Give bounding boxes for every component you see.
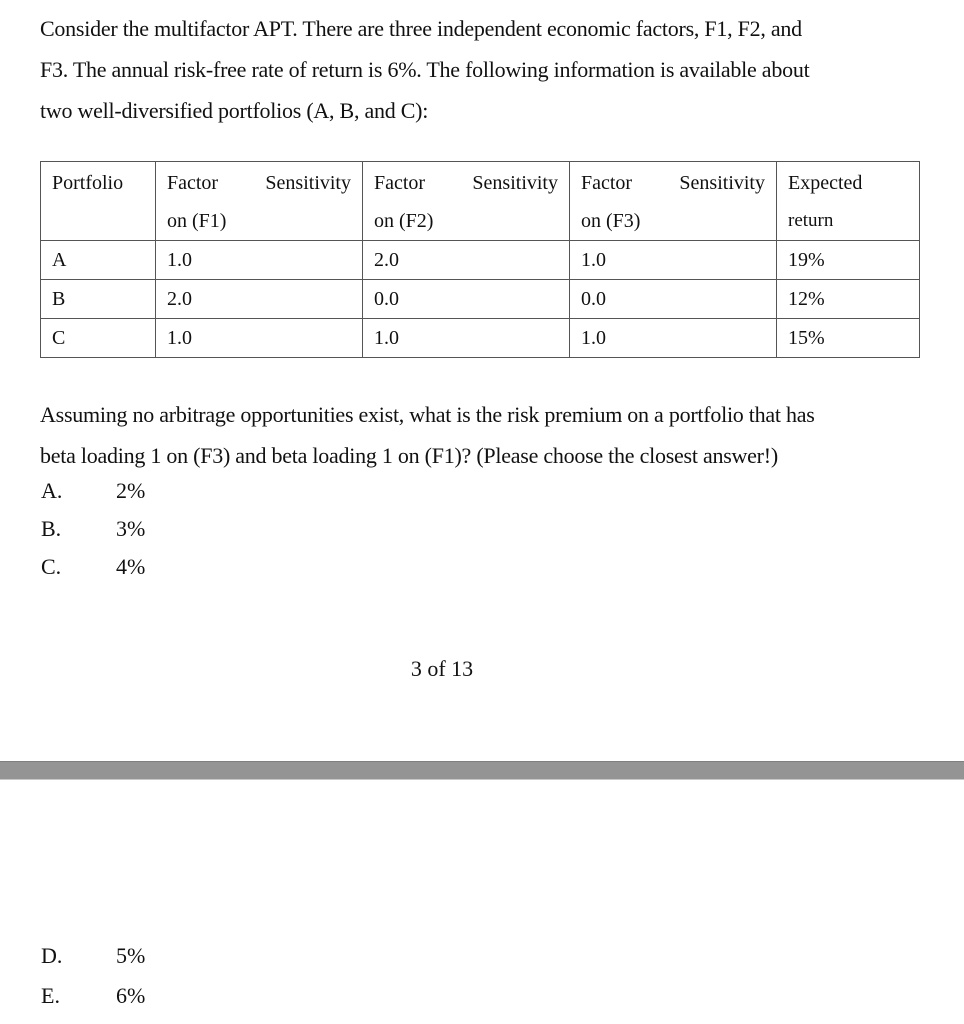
table-row xyxy=(41,319,920,358)
table-cell: B xyxy=(41,280,156,319)
answer-option-c[interactable] xyxy=(41,554,145,580)
table-cell: 12% xyxy=(777,280,920,319)
table-row xyxy=(41,280,920,319)
table-cell: 2.0 xyxy=(363,241,570,280)
table-cell: C xyxy=(41,319,156,358)
intro-line: Consider the multifactor APT. There are three independent economic factors, F1, F2, and xyxy=(40,16,802,41)
table-cell: 1.0 xyxy=(156,319,363,358)
table-cell: 0.0 xyxy=(570,280,777,319)
option-label: A. xyxy=(41,478,63,503)
option-value: 3% xyxy=(116,516,146,541)
table-cell: 15% xyxy=(777,319,920,358)
option-label: C. xyxy=(41,554,62,579)
table-cell: 1.0 xyxy=(570,241,777,280)
table-cell: A xyxy=(41,241,156,280)
answer-option-a[interactable] xyxy=(41,478,145,504)
table-header-row xyxy=(41,162,920,241)
table-cell: 1.0 xyxy=(363,319,570,358)
factor-sensitivity-table xyxy=(40,161,920,358)
answer-option-e[interactable] xyxy=(41,983,145,1009)
page-number: 3 of 13 xyxy=(410,656,474,681)
option-value: 6% xyxy=(116,983,146,1008)
question-line: beta loading 1 on (F3) and beta loading 1 on (F1)? (Please choose the closest answer!) xyxy=(40,443,778,468)
question-line: Assuming no arbitrage opportunities exist, what is the risk premium on a portfolio that has xyxy=(40,402,815,427)
table-row xyxy=(41,241,920,280)
question-paragraph xyxy=(40,394,930,476)
page-divider xyxy=(0,761,964,780)
table-cell: 19% xyxy=(777,241,920,280)
option-label: D. xyxy=(41,943,63,968)
answer-option-b[interactable] xyxy=(41,516,145,542)
header-portfolio: Portfolio xyxy=(41,162,156,241)
header-f2: Factor Sensitivity on (F2) xyxy=(363,162,570,241)
answer-option-d[interactable] xyxy=(41,943,145,969)
header-f3: Factor Sensitivity on (F3) xyxy=(570,162,777,241)
intro-line: F3. The annual risk-free rate of return is 6%. The following information is available about xyxy=(40,57,810,82)
option-value: 2% xyxy=(116,478,146,503)
table-cell: 1.0 xyxy=(570,319,777,358)
table-cell: 1.0 xyxy=(156,241,363,280)
option-value: 4% xyxy=(116,554,146,579)
option-label: E. xyxy=(41,983,60,1008)
header-expected-return: Expected return xyxy=(777,162,920,241)
table-cell: 2.0 xyxy=(156,280,363,319)
table-cell: 0.0 xyxy=(363,280,570,319)
intro-line: two well-diversified portfolios (A, B, and C): xyxy=(40,98,429,123)
option-label: B. xyxy=(41,516,62,541)
header-f1: Factor Sensitivity on (F1) xyxy=(156,162,363,241)
intro-paragraph xyxy=(40,8,930,131)
option-value: 5% xyxy=(116,943,146,968)
